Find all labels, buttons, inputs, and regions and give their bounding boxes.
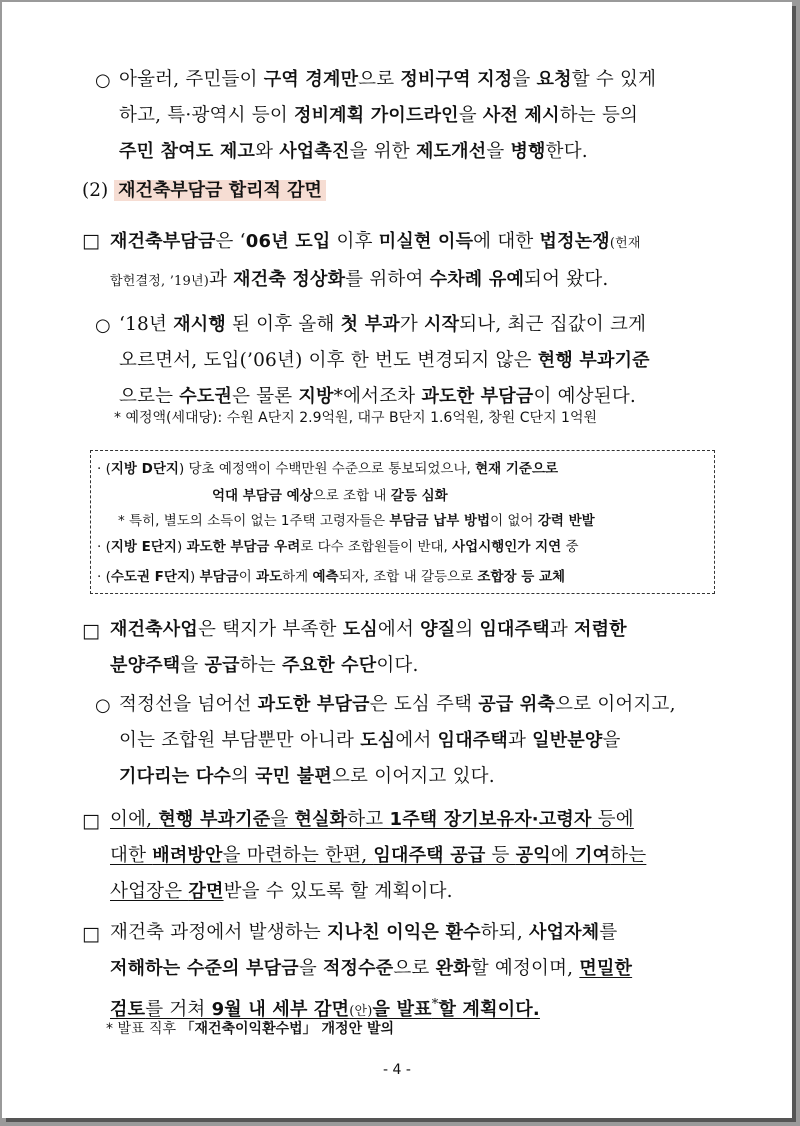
case-d-line-2: 억대 부담금 예상으로 조합 내 갈등 심화: [212, 488, 448, 504]
paragraph-participation: 아울러, 주민들이 구역 경계만으로 정비구역 지정을 요청할 수 있게 하고, 특·광역시 등이 정비계획 가이드라인을 사전 제시하는 등의 주민 참여도 제고와 사업촉진을 위한 제도개선을 병행한다.: [119, 69, 657, 162]
paragraph-announcement: 재건축 과정에서 발생하는 지나친 이익은 환수하되, 사업자체를 저해하는 수준의 부담금을 적정수준으로 완화할 예정이며, 면밀한 검토를 거쳐 9월 내 세부 감면(안)을 발표*할 계획이다.: [110, 922, 633, 1021]
paragraph-levy-history: 재건축부담금은 ‘06년 도입 이후 미실현 이득에 대한 법정논쟁(헌재 합헌결정, ’19년)과 재건축 정상화를 위하여 수차례 유예되어 왔다.: [110, 231, 641, 290]
paragraph-first-levy: ‘18년 재시행 된 이후 올해 첫 부과가 시작되나, 최근 집값이 크게 오르면서, 도입(’06년) 이후 한 번도 변경되지 않은 현행 부과기준 으로는 수도권은 물론 지방*에서조차 과도한 부담금이 예상된다.: [119, 314, 650, 407]
paragraph-reduction-plan: 이에, 현행 부과기준을 현실화하고 1주택 장기보유자·고령자 등에 대한 배려방안을 마련하는 한편, 임대주택 공급 등 공익에 기여하는 사업장은 감면받을 수 있도록 할 계획이다.: [110, 809, 647, 902]
square-bullet: □: [82, 620, 100, 642]
square-bullet: □: [82, 923, 100, 945]
circle-bullet: ○: [95, 70, 111, 91]
case-e-line: · (지방 E단지) 과도한 부담금 우려로 다수 조합원들이 반대, 사업시행인가 지연 중: [97, 539, 579, 555]
case-f-line: · (수도권 F단지) 부담금이 과도하게 예측되자, 조합 내 갈등으로 조합장 등 교체: [97, 569, 566, 585]
circle-bullet: ○: [95, 315, 111, 336]
footnote-estimates: * 예정액(세대당): 수원 A단지 2.9억원, 대구 B단지 1.6억원, 창원 C단지 1억원: [114, 410, 598, 426]
square-bullet: □: [82, 230, 100, 252]
circle-bullet: ○: [95, 695, 111, 716]
section-number: (2): [82, 180, 109, 201]
document-page: [2, 2, 792, 1118]
paragraph-supply-role: 재건축사업은 택지가 부족한 도심에서 양질의 임대주택과 저렴한 분양주택을 공급하는 주요한 수단이다.: [110, 619, 627, 676]
section-heading: [82, 176, 326, 206]
case-examples-box: [90, 450, 715, 594]
square-bullet: □: [82, 810, 100, 832]
paragraph-supply-shrink: 적정선을 넘어선 과도한 부담금은 도심 주택 공급 위축으로 이어지고, 이는 조합원 부담뿐만 아니라 도심에서 임대주택과 일반분양을 기다리는 다수의 국민 불편으로 이어지고 있다.: [119, 694, 676, 787]
case-d-line: · (지방 D단지) 당초 예정액이 수백만원 수준으로 통보되었으나, 현재 기준으로: [97, 461, 559, 477]
case-d-note: * 특히, 별도의 소득이 없는 1주택 고령자들은 부담금 납부 방법이 없어 강력 반발: [118, 513, 595, 529]
section-title: 재건축부담금 합리적 감면: [114, 180, 326, 201]
page-number: - 4 -: [383, 1062, 411, 1078]
footnote-amendment: * 발표 직후 「재건축이익환수법」 개정안 발의: [106, 1021, 395, 1037]
